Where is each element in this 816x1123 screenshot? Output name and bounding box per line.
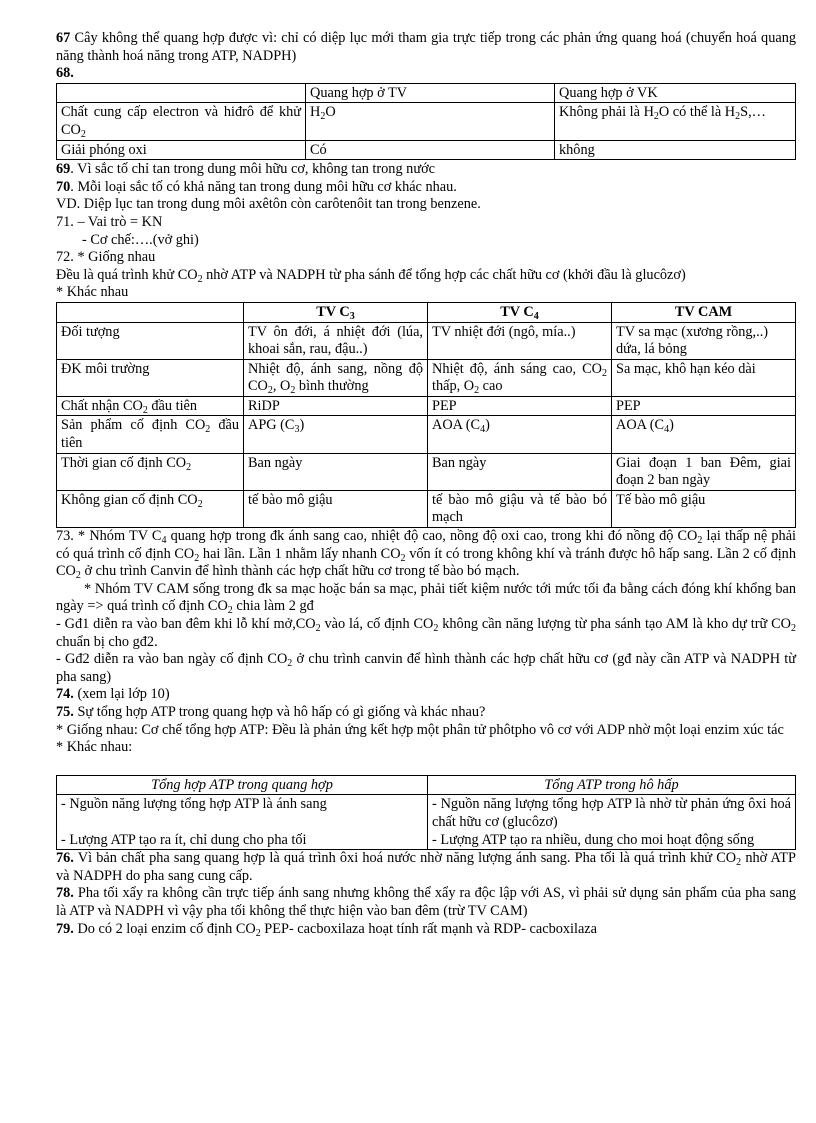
answer-67: 67 Cây không thể quang hợp được vì: chỉ có diệp lục mới tham gia trực tiếp trong các phản ứng quang hoá (chuyển hoá quang năng thành hoá năng trong ATP, NADPH): [56, 30, 796, 64]
answer-74: 74. (xem lại lớp 10): [56, 686, 170, 703]
table-row: Quang hợp ở TV Quang hợp ở VK: [57, 83, 796, 103]
answer-78: 78. Pha tối xẩy ra không cần trực tiếp ánh sang nhưng không thể xẩy ra độc lập với AS, vì phải sử dụng sản phẩm của pha sang là ATP và NADPH vì vậy pha tối không thể thực hiện vào ban đêm (trừ TV CAM): [56, 885, 796, 919]
answer-71-mechanism: - Cơ chế:….(vở ghi): [82, 231, 199, 248]
answer-73-stage1: - Gđ1 diễn ra vào ban đêm khi lỗ khí $mở,CO_2$ vào lá, cố định $CO_2$ không cần năng lượng từ pha sánh tạo AM là kho dự trữ $CO_2$ chuẩn bị cho gđ2.: [56, 616, 796, 650]
table-row: Tổng hợp ATP trong quang hợp Tổng ATP trong hô hấp: [57, 775, 796, 795]
table-row: Không gian cố định $CO_2$ tế bào mô giậu tế bào mô giậu và tế bào bó mạch Tế bào mô giậu: [57, 490, 796, 527]
answer-75: 75. Sự tổng hợp ATP trong quang hợp và hô hấp có gì giống và khác nhau?: [56, 703, 486, 720]
table-row: Chất nhận $CO_2$ đầu tiên RiDP PEP PEP: [57, 396, 796, 416]
table-row: - Nguồn năng lượng tổng hợp ATP là ánh sang - Lượng ATP tạo ra ít, chỉ dung cho pha tối - Nguồn năng lượng tổng hợp ATP là nhờ từ phản ứng ôxi hoá chất hữu cơ (glucôzơ) - Lượng ATP tạo ra nhiều, dung cho moi hoạt động sống: [57, 795, 796, 850]
table-row: ĐK môi trường Nhiệt độ, ánh sang, nồng độ $CO_2$, $O_2$ bình thường Nhiệt độ, ánh sáng cao, $CO_2$ thấp, $O_2$ cao Sa mạc, khô hạn kéo dài: [57, 359, 796, 396]
table-row: Giải phóng oxi Có không: [57, 140, 796, 160]
answer-69: 69. Vì sắc tố chỉ tan trong dung môi hữu cơ, không tan trong nước: [56, 161, 435, 178]
answer-72-similar: Đều là quá trình khử $CO_2$ nhờ ATP và NADPH từ pha sánh để tổng hợp các chất hữu cơ (khởi đầu là glucôzơ): [56, 266, 686, 285]
header-cam: TV CAM: [612, 302, 796, 322]
answer-75-similar: * Giống nhau: Cơ chế tổng hợp ATP: Đều là phản ứng kết hợp một phân tử phôtpho vô cơ với ADP nhờ một loại enzim xúc tác: [56, 721, 784, 738]
answer-70: 70. Mỗi loại sắc tố có khả năng tan trong dung môi hữu cơ khác nhau.: [56, 178, 457, 195]
table-row: Sản phẩm cố định $CO_2$ đầu tiên APG $(C_3)$ AOA $(C_4)$ AOA $(C_4)$: [57, 416, 796, 453]
answer-72-similar-heading: 72. * Giống nhau: [56, 249, 156, 266]
document-page: [56, 30, 796, 938]
answer-72-different-heading: * Khác nhau: [56, 284, 129, 301]
table-row: [57, 302, 796, 322]
header-c3: TV $C_3$: [244, 302, 428, 322]
answer-71-role: 71. – Vai trò = KN: [56, 213, 163, 230]
answer-79: 79. Do có 2 loại enzim cố định $CO_2$ PEP- cacboxilaza hoạt tính rất mạnh và RDP- cacboxilaza: [56, 920, 597, 939]
answer-75-different-heading: * Khác nhau:: [56, 739, 133, 756]
answer-73-stage2: - Gđ2 diễn ra vào ban ngày cố định $CO_2$ ở chu trình canvin để hình thành các hợp chất hữu cơ (gđ này cần ATP và NADPH từ pha sang): [56, 651, 796, 685]
answer-70-example: VD. Diệp lục tan trong dung môi axêtôn còn carôtenôit tan trong benzene.: [56, 196, 481, 213]
answer-76: 76. Vì bản chất pha sang quang hợp là quá trình ôxi hoá nước nhờ năng lượng ánh sang. Pha tối là quá trình khử $CO_2$ nhờ ATP và NADPH do pha sang cung cấp.: [56, 850, 796, 884]
table-row: Đối tượng TV ôn đới, á nhiệt đới (lúa, khoai sắn, rau, đậu..) TV nhiệt đới (ngô, mía..) TV sa mạc (xương rồng,..) dứa, lá bỏng: [57, 322, 796, 359]
table-row: Thời gian cố định $CO_2$ Ban ngày Ban ngày Giai đoạn 1 ban Đêm, giai đoạn 2 ban ngày: [57, 453, 796, 490]
header-c4: TV $C_4$: [428, 302, 612, 322]
table-row: Chất cung cấp electron và hiđrô để khử $CO_2$ $H_2O$ Không phải là $H_2O$ có thể là $H_2S,\dots$: [57, 103, 796, 140]
table-72: [56, 302, 796, 528]
answer-68-heading: 68.: [56, 65, 74, 82]
answer-73-cam: * Nhóm TV CAM sống trong đk sa mạc hoặc bán sa mạc, phải tiết kiệm nước tới mức tối đa bằng cách đóng khí khổng ban ngày => quá trình cố định $CO_2$ chia làm 2 gđ: [56, 580, 796, 617]
answer-73-c4: 73. * Nhóm TV $C_4$ quang hợp trong đk ánh sang cao, nhiệt độ cao, nồng độ oxi cao, trong khi đó nồng độ $CO_2$ lại thấp nệ phải có quá trình cố định $CO_2$ hai lần. Lần 1 nhằm lấy nhanh $CO_2$ vốn ít có trong không khí và tránh được hô hấp sang. Lần 2 cố định $CO_2$ ở chu trình Canvin để hình thành các hợp chất hữu cơ trong tế bào bó mạch.: [56, 528, 797, 582]
table-75: [56, 775, 796, 850]
table-68: [56, 83, 796, 160]
